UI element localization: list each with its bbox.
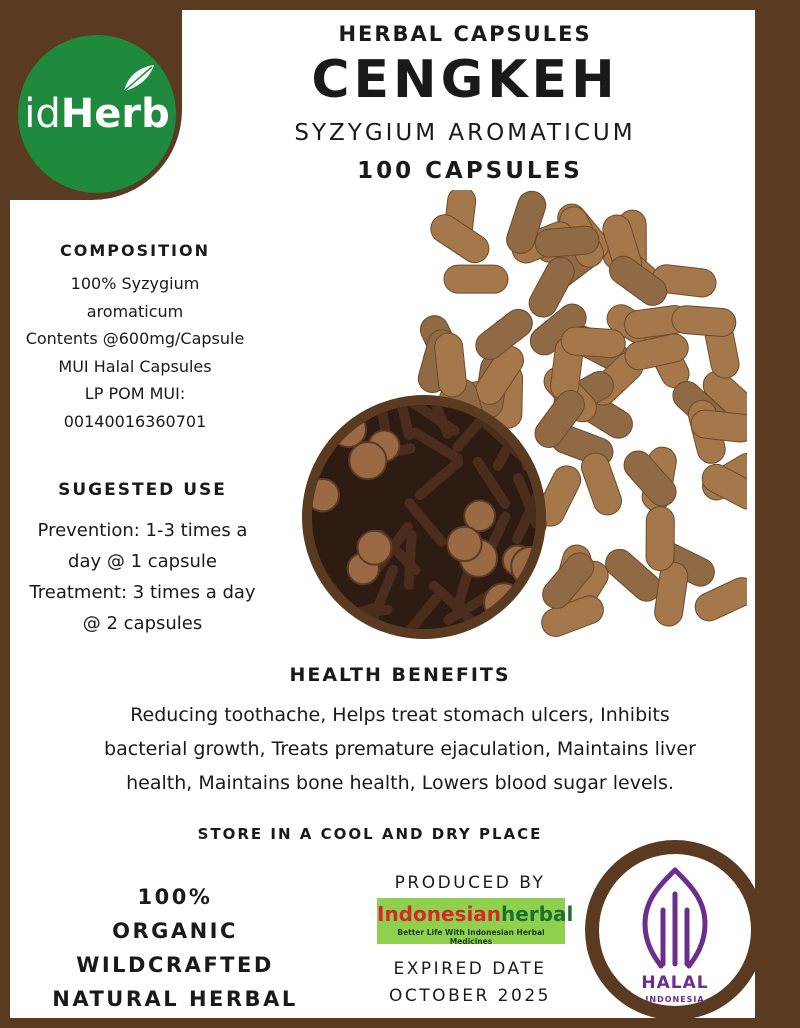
capsule-shape xyxy=(444,265,508,293)
logo-text-herb: Herb xyxy=(60,91,170,137)
halal-emblem-icon xyxy=(639,866,711,972)
cloves-image xyxy=(312,405,536,629)
clove-bud xyxy=(349,442,386,479)
health-benefits-title: HEALTH BENEFITS xyxy=(289,664,511,686)
produced-by-label: PRODUCED BY xyxy=(394,873,546,893)
suggested-use-title: SUGESTED USE xyxy=(58,480,227,500)
indonesian-herbal-logo xyxy=(377,898,574,946)
use-line: day @ 1 capsule xyxy=(68,551,217,572)
composition-line: aromaticum xyxy=(86,301,184,321)
use-line: Treatment: 3 times a day xyxy=(29,582,256,603)
composition-line: Contents @600mg/Capsule xyxy=(25,329,245,348)
logo-text-id: id xyxy=(24,91,61,137)
product-name: CENGKEH xyxy=(311,50,619,110)
idherb-logo xyxy=(18,35,176,193)
capsule-shape xyxy=(578,449,626,519)
organic-line: ORGANIC xyxy=(112,919,238,943)
clove-bud xyxy=(357,531,391,565)
benefit-line: Reducing toothache, Helps treat stomach ulcers, Inhibits xyxy=(130,704,670,726)
capsule-count: 100 CAPSULES xyxy=(357,158,583,184)
suggested-use-body xyxy=(10,515,275,639)
storage-note: STORE IN A COOL AND DRY PLACE xyxy=(197,825,543,843)
composition-line: LP POM MUI: xyxy=(84,384,186,403)
clove-bud xyxy=(447,527,481,561)
benefit-line: health, Maintains bone health, Lowers blood sugar levels. xyxy=(126,772,674,794)
capsule-shape xyxy=(646,507,674,571)
producer-brand-green: herbal xyxy=(501,902,574,926)
composition-title: COMPOSITION xyxy=(60,241,210,260)
producer-brand-red: Indonesian xyxy=(377,902,502,926)
halal-sublabel: INDONESIA xyxy=(645,995,705,1004)
composition-line: MUI Halal Capsules xyxy=(58,356,212,376)
organic-claim xyxy=(40,880,310,1016)
health-benefits-body xyxy=(60,698,740,800)
category-heading: HERBAL CAPSULES xyxy=(338,22,592,46)
organic-line: WILDCRAFTED xyxy=(76,953,274,977)
leaf-icon xyxy=(122,63,156,93)
expiry xyxy=(370,956,570,1010)
producer-brand xyxy=(377,902,574,926)
producer-tagline: Better Life With Indonesian Herbal Medicines xyxy=(397,928,545,946)
expiry-label: EXPIRED DATE xyxy=(393,959,547,979)
halal-label: HALAL xyxy=(641,973,709,993)
capsule-shape xyxy=(671,305,737,338)
benefit-line: bacterial growth, Treats premature ejaculation, Maintains liver xyxy=(104,738,696,760)
composition-line: 100% Syzygium xyxy=(70,274,200,293)
composition-line: 00140016360701 xyxy=(63,411,207,431)
composition-body xyxy=(10,270,260,435)
capsule-shape xyxy=(560,326,626,358)
use-line: @ 2 capsules xyxy=(82,613,203,634)
clove-bud xyxy=(312,479,339,511)
capsule-shape xyxy=(534,225,600,258)
latin-name: SYZYGIUM AROMATICUM xyxy=(294,120,636,146)
organic-line: NATURAL HERBAL xyxy=(52,987,298,1011)
expiry-date: OCTOBER 2025 xyxy=(389,986,551,1006)
organic-line: 100% xyxy=(137,885,213,909)
use-line: Prevention: 1-3 times a xyxy=(37,520,248,541)
